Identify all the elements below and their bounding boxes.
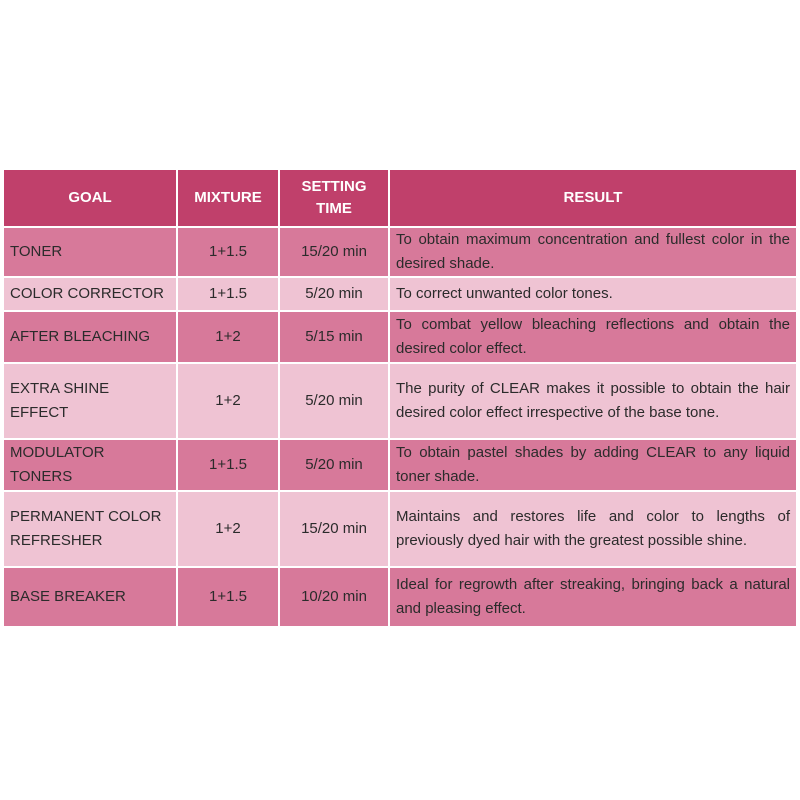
cell-setting-time: 5/15 min <box>279 311 389 363</box>
cell-mixture: 1+2 <box>177 311 279 363</box>
cell-result: To combat yellow bleaching reflections and obtain the desired color effect. <box>389 311 797 363</box>
cell-mixture: 1+1.5 <box>177 567 279 627</box>
cell-mixture: 1+1.5 <box>177 227 279 277</box>
cell-goal: BASE BREAKER <box>3 567 177 627</box>
cell-goal: AFTER BLEACHING <box>3 311 177 363</box>
cell-goal: TONER <box>3 227 177 277</box>
cell-result: To correct unwanted color tones. <box>389 277 797 311</box>
mixing-guide-table <box>2 168 798 628</box>
header-goal: GOAL <box>3 169 177 227</box>
header-setting-time-text: SETTING TIME <box>301 177 367 217</box>
table-row <box>3 311 797 363</box>
header-result: RESULT <box>389 169 797 227</box>
cell-result: To obtain pastel shades by adding CLEAR to any liquid toner shade. <box>389 439 797 491</box>
table-row <box>3 439 797 491</box>
table-row <box>3 491 797 567</box>
table-row <box>3 567 797 627</box>
cell-goal: EXTRA SHINE EFFECT <box>3 363 177 439</box>
cell-setting-time: 15/20 min <box>279 227 389 277</box>
cell-mixture: 1+2 <box>177 363 279 439</box>
cell-goal: MODULATOR TONERS <box>3 439 177 491</box>
cell-mixture: 1+2 <box>177 491 279 567</box>
cell-result: The purity of CLEAR makes it possible to obtain the hair desired color effect irrespective of the base tone. <box>389 363 797 439</box>
table-row <box>3 277 797 311</box>
cell-mixture: 1+1.5 <box>177 439 279 491</box>
table-row <box>3 227 797 277</box>
header-setting-time <box>279 169 389 227</box>
cell-goal: PERMANENT COLOR REFRESHER <box>3 491 177 567</box>
header-mixture: MIXTURE <box>177 169 279 227</box>
cell-setting-time: 10/20 min <box>279 567 389 627</box>
cell-setting-time: 5/20 min <box>279 277 389 311</box>
cell-mixture: 1+1.5 <box>177 277 279 311</box>
table-row <box>3 363 797 439</box>
cell-setting-time: 5/20 min <box>279 439 389 491</box>
cell-result: To obtain maximum concentration and fullest color in the desired shade. <box>389 227 797 277</box>
cell-setting-time: 5/20 min <box>279 363 389 439</box>
cell-result: Ideal for regrowth after streaking, bringing back a natural and pleasing effect. <box>389 567 797 627</box>
cell-setting-time: 15/20 min <box>279 491 389 567</box>
cell-result: Maintains and restores life and color to lengths of previously dyed hair with the greatest possible shine. <box>389 491 797 567</box>
header-row <box>3 169 797 227</box>
cell-goal: COLOR CORRECTOR <box>3 277 177 311</box>
